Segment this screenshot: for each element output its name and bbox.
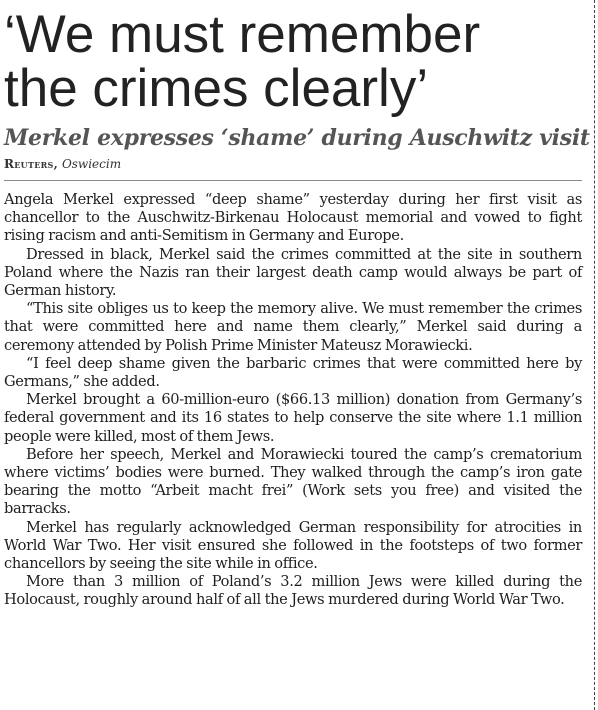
column-divider <box>594 0 595 710</box>
byline-agency: Reuters, <box>4 157 59 171</box>
headline-line-2: the crimes clearly’ <box>4 59 429 118</box>
body-paragraph: Before her speech, Merkel and Morawiecki toured the camp’s crematorium where victims’ bodies were burned. They walked through the camp’s iron gate bearing the motto “Arbeit macht frei” (Work sets you free) and visited the barracks. <box>4 445 582 518</box>
headline-line-1: ‘We must remember <box>4 5 481 64</box>
subheadline: Merkel expresses ‘shame’ during Auschwitz visit <box>4 125 590 151</box>
body-paragraph: “I feel deep shame given the barbaric crimes that were committed here by Germans,” she added. <box>4 354 582 391</box>
byline-location: Oswiecim <box>61 157 122 171</box>
body-paragraph: Merkel brought a 60-million-euro ($66.13 million) donation from Germany’s federal government and its 16 states to help conserve the site where 1.1 million people were killed, most of them Jews. <box>4 391 582 445</box>
body-paragraph: “This site obliges us to keep the memory alive. We must remember the crimes that were committed here and name them clearly,” Merkel said during a ceremony attended by Polish Prime Minister Mateusz Morawiecki. <box>4 300 582 354</box>
body-paragraph: Merkel has regularly acknowledged German responsibility for atrocities in World War Two. Her visit ensured she followed in the footsteps of two former chancellors by seeing the site while in office. <box>4 518 582 573</box>
body-paragraph: More than 3 million of Poland’s 3.2 million Jews were killed during the Holocaust, roughly around half of all the Jews murdered during World War Two. <box>4 573 582 609</box>
article-body <box>4 191 582 610</box>
byline <box>4 156 582 181</box>
headline <box>4 0 582 116</box>
body-paragraph: Dressed in black, Merkel said the crimes committed at the site in southern Poland where the Nazis ran their largest death camp would always be part of German history. <box>4 245 582 300</box>
news-article <box>4 0 590 610</box>
body-paragraph: Angela Merkel expressed “deep shame” yesterday during her first visit as chancellor to the Auschwitz-Birkenau Holocaust memorial and vowed to fight rising racism and anti-Semitism in Germany and Europe. <box>4 191 582 245</box>
